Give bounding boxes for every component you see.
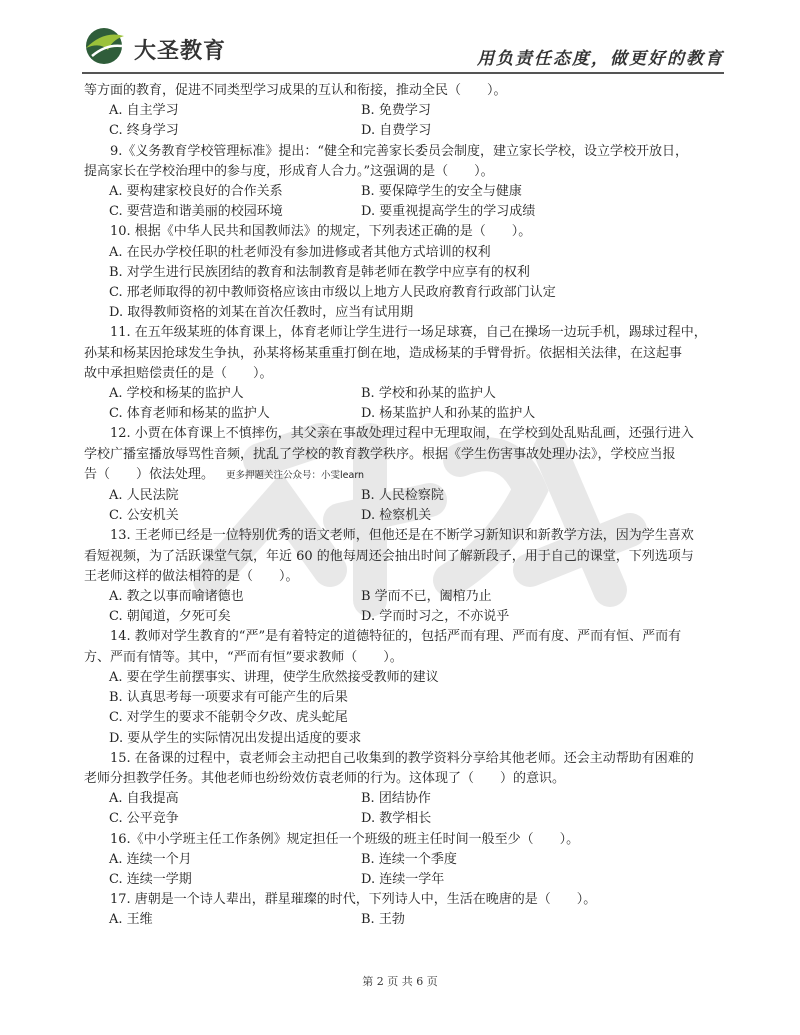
option-a: A. 人民法院	[109, 488, 179, 504]
question-9-line-2: 提高家长在学校治理中的参与度，形成育人合力。”这强调的是（ ）。	[84, 163, 494, 179]
question-12-tail: 告（ ）依法处理。	[84, 466, 215, 482]
question-13-line-3: 王老师这样的做法相符的是（ ）。	[84, 568, 299, 584]
promo-note: 更多押题关注公众号：小雯learn	[226, 469, 365, 481]
option-a: A. 要在学生前摆事实、讲理，使学生欣然接受教师的建议	[109, 669, 439, 685]
option-a: A. 自我提高	[109, 791, 179, 807]
option-c: C. 公平竞争	[109, 811, 179, 827]
option-b: B. 学校和孙某的监护人	[361, 386, 496, 402]
question-15-line-2: 老师分担教学任务。其他老师也纷纷效仿袁老师的行为。这体现了（ ）的意识。	[84, 770, 566, 786]
option-a: A. 学校和杨某的监护人	[109, 386, 244, 402]
option-a: A. 教之以事而喻诸德也	[109, 589, 244, 605]
option-c: C. 朝闻道，夕死可矣	[109, 609, 231, 625]
option-b: B. 连续一个季度	[361, 851, 457, 867]
question-14-line-2: 方、严而有情等。其中，“严而有恒”要求教师（ ）。	[84, 649, 403, 665]
option-b: B. 团结协作	[361, 791, 431, 807]
option-c: C. 体育老师和杨某的监护人	[109, 406, 270, 422]
option-c: C. 终身学习	[109, 123, 179, 139]
option-d: D. 学而时习之，不亦说乎	[361, 609, 510, 625]
option-b: B 学而不已，阖棺乃止	[361, 589, 492, 605]
question-11-line-3: 故中承担赔偿责任的是（ ）。	[84, 365, 273, 381]
option-c: C. 对学生的要求不能朝令夕改、虎头蛇尾	[109, 710, 348, 726]
option-d: D. 自费学习	[361, 123, 432, 139]
option-a: A. 王维	[109, 912, 153, 928]
option-c: C. 公安机关	[109, 508, 179, 524]
question-12-line-2: 学校广播室播放辱骂性音频，扰乱了学校的教育教学秩序。根据《学生伤害事故处理办法》，学校应当报	[84, 446, 676, 462]
option-c: C. 连续一学期	[109, 871, 192, 887]
question-10: 10. 根据《中华人民共和国教师法》的规定，下列表述正确的是（ ）。	[110, 224, 532, 240]
question-15-line-1: 15. 在备课的过程中，袁老师会主动把自己收集到的教学资料分享给其他老师。还会主动帮助有困难的	[110, 750, 694, 766]
option-c: C. 要营造和谐美丽的校园环境	[109, 204, 283, 220]
option-d: D. 要从学生的实际情况出发提出适度的要求	[109, 730, 362, 746]
header-divider	[82, 72, 724, 74]
option-d: D. 教学相长	[361, 811, 432, 827]
document-body	[84, 81, 724, 931]
question-11-line-2: 孙某和杨某因抢球发生争执，孙某将杨某重重打倒在地，造成杨某的手臂骨折。依据相关法律，在这起事	[84, 345, 683, 361]
question-11-line-1: 11. 在五年级某班的体育课上，体育老师让学生进行一场足球赛，自己在操场一边玩手机，踢球过程中，	[110, 325, 707, 341]
question-14-line-1: 14. 教师对学生教育的“严”是有着特定的道德特征的，包括严而有理、严而有度、严而有恒、严而有	[110, 629, 682, 645]
option-a: A. 自主学习	[109, 103, 179, 119]
question-12-line-1: 12. 小贾在体育课上不慎摔伤，其父亲在事故处理过程中无理取闹，在学校到处乱贴乱画，还强行进入	[110, 426, 694, 442]
option-a: A. 要构建家校良好的合作关系	[109, 184, 283, 200]
page-number: 第 2 页 共 6 页	[362, 975, 438, 988]
option-b: B. 认真思考每一项要求有可能产生的后果	[109, 690, 348, 706]
question-16: 16.《中小学班主任工作条例》规定担任一个班级的班主任时间一般至少（ ）。	[110, 831, 580, 847]
question-continuation: 等方面的教育，促进不同类型学习成果的互认和衔接，推动全民（ ）。	[84, 83, 507, 98]
option-d: D. 检察机关	[361, 508, 432, 524]
option-a: A. 连续一个月	[109, 851, 192, 867]
question-13-line-1: 13. 王老师已经是一位特别优秀的语文老师，但他还是在不断学习新知识和新教学方法，因为学生喜欢	[110, 528, 694, 544]
option-a: A. 在民办学校任职的杜老师没有参加进修或者其他方式培训的权利	[109, 244, 491, 260]
question-9-line-1: 9.《义务教育学校管理标准》提出：“健全和完善家长委员会制度，建立家长学校，设立学校开放日，	[110, 143, 689, 159]
question-17: 17. 唐朝是一个诗人辈出，群星璀璨的时代，下列诗人中，生活在晚唐的是（ ）。	[110, 892, 597, 908]
option-b: B. 免费学习	[361, 103, 431, 119]
option-b: B. 对学生进行民族团结的教育和法制教育是韩老师在教学中应享有的权利	[109, 264, 530, 280]
logo-icon	[82, 26, 126, 66]
option-d: D. 杨某监护人和孙某的监护人	[361, 406, 536, 422]
option-b: B. 人民检察院	[361, 488, 444, 504]
page-header	[0, 0, 800, 78]
brand-name: 大圣教育	[134, 39, 227, 64]
option-d: D. 要重视提高学生的学习成绩	[361, 204, 536, 220]
question-12-line-3	[84, 465, 724, 486]
option-b: B. 要保障学生的安全与健康	[361, 184, 522, 200]
option-c: C. 邢老师取得的初中教师资格应该由市级以上地方人民政府教育行政部门认定	[109, 285, 556, 301]
option-d: D. 连续一学年	[361, 871, 445, 887]
question-13-line-2: 看短视频，为了活跃课堂气氛，年近 60 的他每周还会抽出时间了解新段子，用于自己的课堂，下列选项与	[84, 548, 694, 564]
option-d: D. 取得教师资格的刘某在首次任教时，应当有试用期	[109, 305, 414, 321]
header-slogan: 用负责任态度，做更好的教育	[477, 49, 724, 69]
option-b: B. 王勃	[361, 912, 405, 928]
